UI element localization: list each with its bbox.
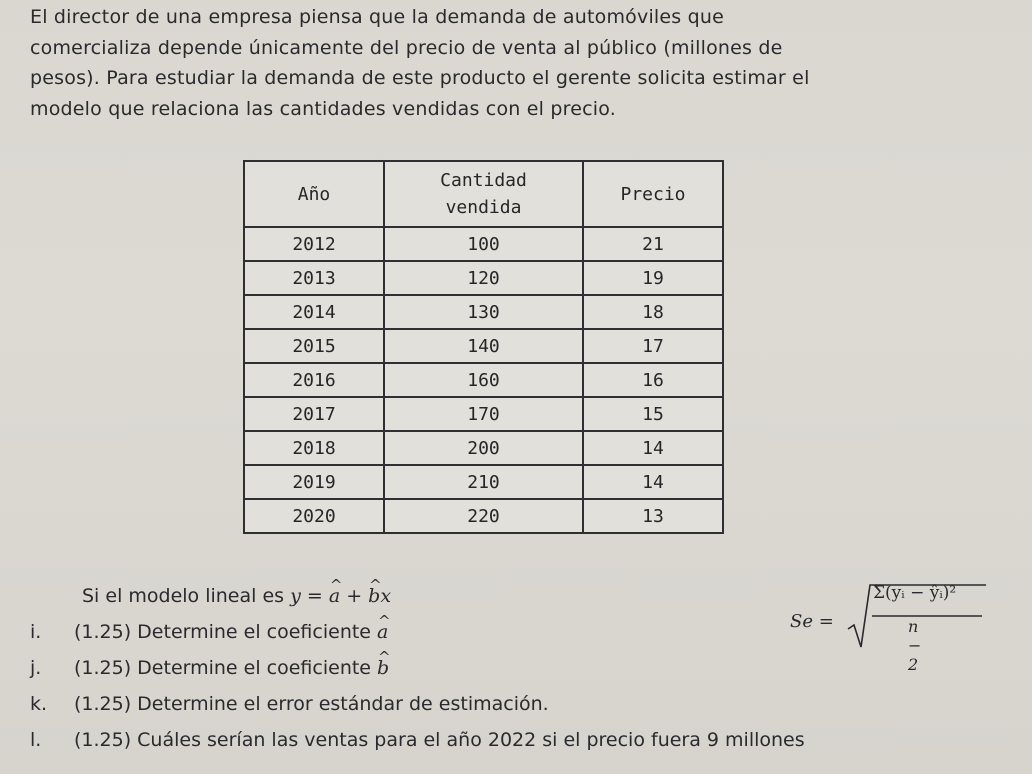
cell-quantity: 100 <box>384 227 583 261</box>
cell-year: 2015 <box>244 329 384 363</box>
question-letter: i. <box>30 621 42 643</box>
cell-year: 2020 <box>244 499 384 533</box>
cell-year: 2012 <box>244 227 384 261</box>
intro-line: pesos). Para estudiar la demanda de este producto el gerente solicita estimar el <box>30 67 810 89</box>
question-text: (1.25) Determine el error estándar de estimación. <box>74 693 549 715</box>
question-item <box>30 722 805 758</box>
table-row <box>244 227 723 261</box>
cell-quantity: 210 <box>384 465 583 499</box>
question-item <box>30 650 805 686</box>
table-row <box>244 397 723 431</box>
model-b-hat: ^ b <box>368 578 380 614</box>
header-quantity: Cantidad vendida <box>384 161 583 227</box>
questions-section <box>30 578 805 758</box>
question-letter: j. <box>30 657 42 679</box>
cell-quantity: 140 <box>384 329 583 363</box>
question-item <box>30 686 805 722</box>
cell-year: 2013 <box>244 261 384 295</box>
cell-year: 2018 <box>244 431 384 465</box>
cell-year: 2017 <box>244 397 384 431</box>
formula-denominator: n − 2 <box>908 617 922 674</box>
question-text: (1.25) Determine el coeficiente <box>74 621 378 643</box>
table-row <box>244 329 723 363</box>
question-letter: k. <box>30 693 48 715</box>
cell-price: 18 <box>583 295 723 329</box>
cell-price: 13 <box>583 499 723 533</box>
cell-year: 2016 <box>244 363 384 397</box>
intro-line: comercializa depende únicamente del precio de venta al público (millones de <box>30 36 783 59</box>
intro-line: El director de una empresa piensa que la demanda de automóviles que <box>30 6 725 28</box>
question-text: (1.25) Cuáles serían las ventas para el año 2022 si el precio fuera 9 millones <box>74 729 805 751</box>
model-equals: = <box>300 585 329 607</box>
problem-statement <box>30 2 1005 124</box>
question-letter: l. <box>30 729 42 751</box>
model-equation <box>290 585 391 607</box>
cell-quantity: 220 <box>384 499 583 533</box>
question-symbol: ^ b <box>377 650 389 686</box>
question-symbol: ^ a <box>377 614 388 650</box>
cell-price: 17 <box>583 329 723 363</box>
table-header-row <box>244 161 723 227</box>
model-x: x <box>380 585 392 607</box>
cell-price: 16 <box>583 363 723 397</box>
cell-price: 19 <box>583 261 723 295</box>
cell-quantity: 120 <box>384 261 583 295</box>
formula-lhs: Se = <box>790 611 834 632</box>
table-row <box>244 363 723 397</box>
model-prefix: Si el modelo lineal es <box>82 585 285 607</box>
table-row <box>244 261 723 295</box>
cell-price: 14 <box>583 431 723 465</box>
table-row <box>244 499 723 533</box>
intro-line: modelo que relaciona las cantidades vendidas con el precio. <box>30 97 616 120</box>
question-item <box>30 614 805 650</box>
cell-year: 2019 <box>244 465 384 499</box>
sales-table <box>243 160 724 534</box>
cell-quantity: 130 <box>384 295 583 329</box>
header-price: Precio <box>583 161 723 227</box>
question-text: (1.25) Determine el coeficiente <box>74 657 378 679</box>
table-row <box>244 431 723 465</box>
cell-year: 2014 <box>244 295 384 329</box>
cell-price: 14 <box>583 465 723 499</box>
formula-numerator: Σ(yᵢ − ŷᵢ)² <box>873 583 957 603</box>
cell-quantity: 160 <box>384 363 583 397</box>
table-row <box>244 295 723 329</box>
cell-price: 15 <box>583 397 723 431</box>
cell-price: 21 <box>583 227 723 261</box>
model-statement <box>30 578 805 614</box>
cell-quantity: 170 <box>384 397 583 431</box>
model-a-hat: ^ a <box>329 578 340 614</box>
header-year: Año <box>244 161 384 227</box>
model-y: y <box>290 585 301 607</box>
cell-quantity: 200 <box>384 431 583 465</box>
model-plus: + <box>340 585 369 607</box>
table-row <box>244 465 723 499</box>
